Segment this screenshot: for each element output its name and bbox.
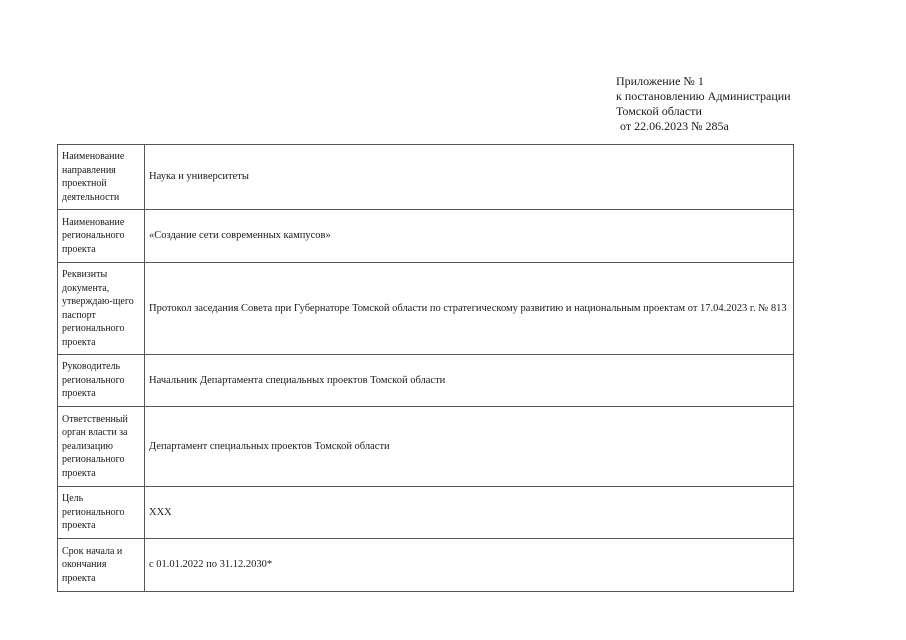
project-passport-table (57, 144, 794, 592)
table-row (58, 487, 794, 539)
row-label: Наименование направления проектной деятельности (58, 145, 145, 210)
table-row (58, 263, 794, 355)
table-row (58, 355, 794, 407)
table-row (58, 539, 794, 592)
appendix-region-line: Томской области (616, 104, 702, 118)
row-label: Ответственный орган власти за реализацию регионального проекта (58, 407, 145, 487)
row-value: с 01.01.2022 по 31.12.2030* (145, 539, 794, 592)
row-value: Начальник Департамента специальных проектов Томской области (145, 355, 794, 407)
appendix-title: Приложение № 1 (616, 74, 704, 88)
row-value: Наука и университеты (145, 145, 794, 210)
row-value: Департамент специальных проектов Томской области (145, 407, 794, 487)
row-value: «Создание сети современных кампусов» (145, 210, 794, 263)
table-row (58, 210, 794, 263)
row-value: ХХХ (145, 487, 794, 539)
row-label: Цель регионального проекта (58, 487, 145, 539)
row-label: Руководитель регионального проекта (58, 355, 145, 407)
row-label: Реквизиты документа, утверждаю-щего паспорт регионального проекта (58, 263, 145, 355)
appendix-date-line: от 22.06.2023 № 285а (620, 119, 729, 133)
table-row (58, 407, 794, 487)
row-value: Протокол заседания Совета при Губернаторе Томской области по стратегическому развитию и национальным проектам от 17.04.2023 г. № 813 (145, 263, 794, 355)
appendix-resolution-line: к постановлению Администрации (616, 89, 791, 103)
row-label: Наименование регионального проекта (58, 210, 145, 263)
row-label: Срок начала и окончания проекта (58, 539, 145, 592)
table-row (58, 145, 794, 210)
appendix-header (616, 74, 791, 134)
